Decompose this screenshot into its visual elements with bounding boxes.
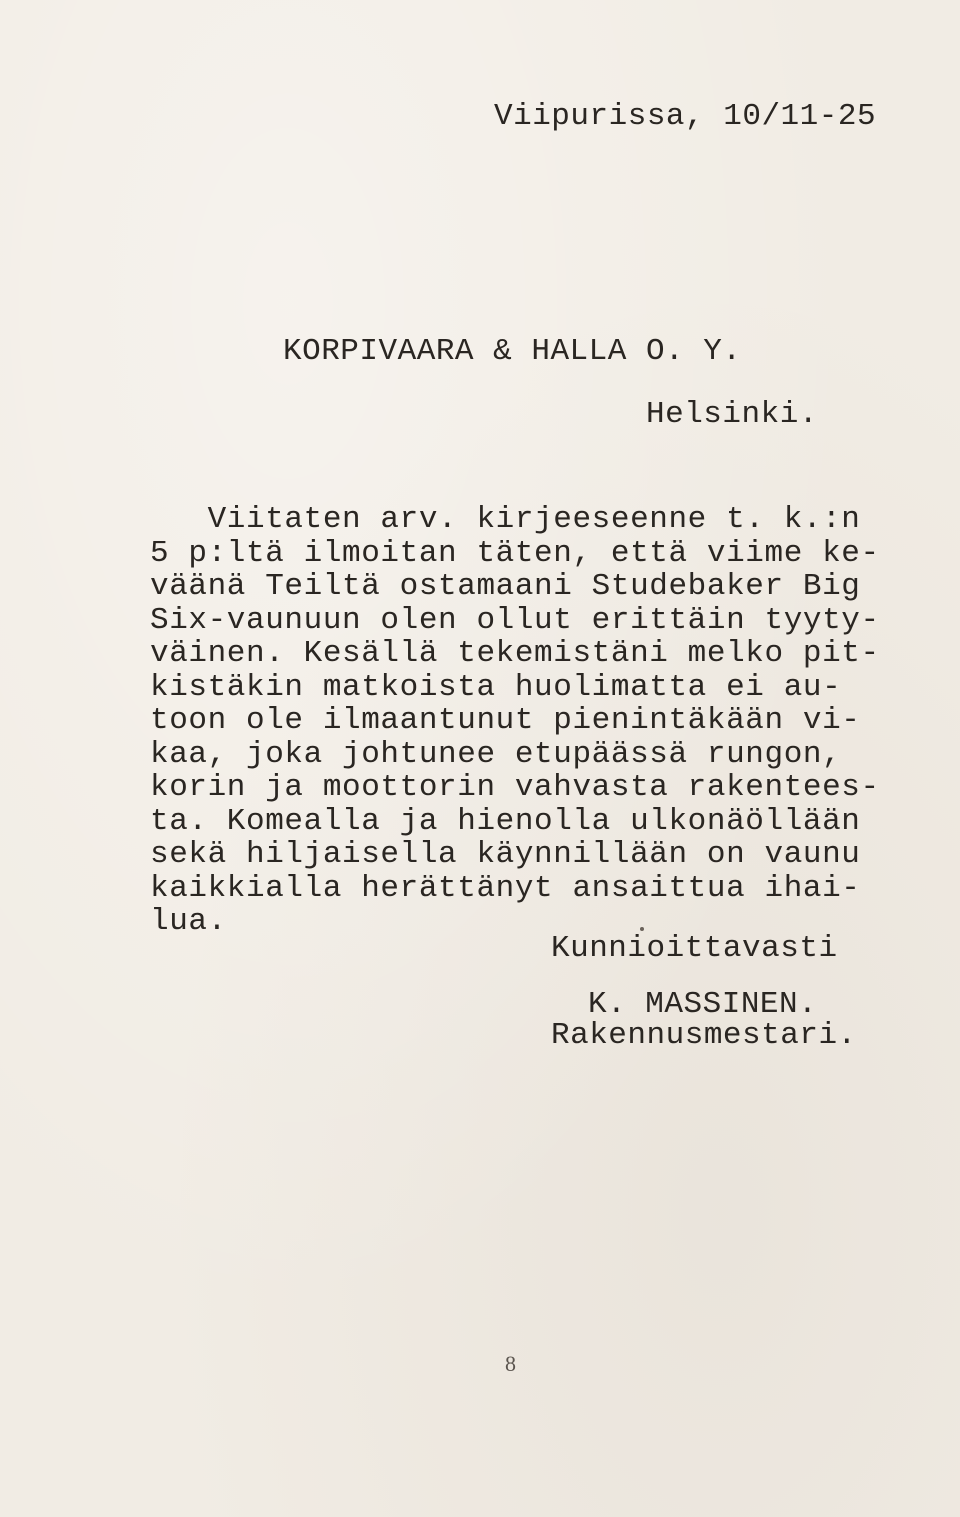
body-line: ta. Komealla ja hienolla ulkonäöllään [150,803,861,839]
body-line: 5 p:ltä ilmoitan täten, että viime ke- [150,535,880,571]
body-line: väinen. Kesällä tekemistäni melko pit- [150,636,880,671]
body-line: Viitaten arv. kirjeeseenne t. k.:n [150,502,861,537]
closing-phrase: Kunnioittavasti [551,931,838,966]
body-line: toon ole ilmaantunut pienintäkään vi- [150,703,861,738]
body-line: väänä Teiltä ostamaani Studebaker Big [150,569,861,604]
signer-title: Rakennusmestari. [551,1018,857,1053]
body-line: kistäkin matkoista huolimatta ei au- [150,669,842,705]
body-line: kaikkialla herättänyt ansaittua ihai- [150,870,861,906]
body-line: kaa, joka johtunee etupäässä rungon, [150,736,842,772]
date-line: Viipurissa, 10/11-25 [494,99,877,134]
body-line: lua. [150,904,227,939]
signer-name: K. MASSINEN. [588,987,818,1022]
body-line: korin ja moottorin vahvasta rakentees- [150,770,880,805]
letter-body [150,503,890,939]
recipient-city: Helsinki. [646,397,818,432]
recipient-company: KORPIVAARA & HALLA O. Y. [283,334,742,369]
page-number: 8 [505,1351,516,1376]
body-line: Six-vaunuun olen ollut erittäin tyyty- [150,602,880,638]
body-line: sekä hiljaisella käynnillään on vaunu [150,837,861,872]
